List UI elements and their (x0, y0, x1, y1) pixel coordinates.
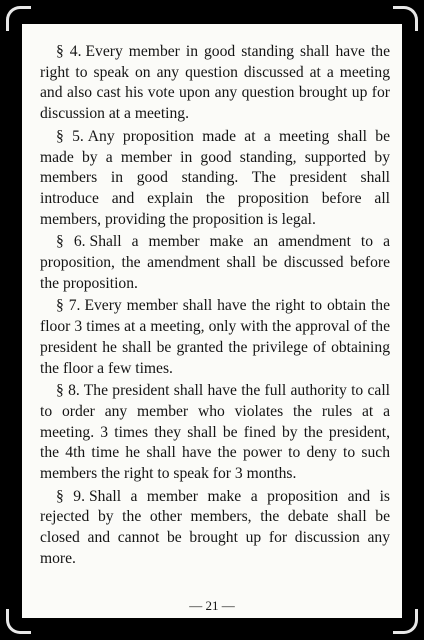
document-body (40, 42, 390, 572)
section-number: § 7. (56, 297, 81, 315)
section-text: Any proposition made at a meeting shall be made by a member in good standing, supported by members in good standing. The president shall introduce and explain the proposition before all members, providing the proposition is legal. (40, 127, 391, 228)
section-paragraph (40, 381, 390, 485)
section-number: § 5. (56, 127, 84, 145)
section-text: Shall a member make an amendment to a proposition, the amendment shall be discussed before the proposition. (40, 233, 391, 292)
section-number: § 9. (56, 487, 85, 505)
section-paragraph (40, 487, 390, 570)
document-page (22, 24, 402, 618)
section-text: Every member in good standing shall have the right to speak on any question discussed at a meeting and also cast his vote upon any question brought up for discussion at a meeting. (40, 43, 391, 123)
page-number: — 21 — (189, 598, 235, 613)
section-text: Shall a member make a proposition and is rejected by the other members, the debate shall be closed and cannot be brought up for discussion any more. (40, 487, 390, 567)
section-paragraph (40, 42, 390, 125)
section-number: § 4. (56, 43, 82, 60)
section-paragraph (40, 127, 390, 231)
section-text: Every member shall have the right to obtain the floor 3 times at a meeting, only with the approval of the president he shall be granted the privilege of obtaining the floor a few times. (40, 297, 390, 377)
section-paragraph (40, 296, 390, 379)
section-number: § 6. (56, 233, 86, 251)
section-text: The president shall have the full authority to call to order any member who violates the rules at a meeting. 3 times they shall be fined by the president, the 4th time he shall have the power to deny to such members the right to speak for 3 months. (40, 382, 390, 483)
section-number: § 8. (56, 382, 80, 400)
section-paragraph (40, 232, 390, 294)
